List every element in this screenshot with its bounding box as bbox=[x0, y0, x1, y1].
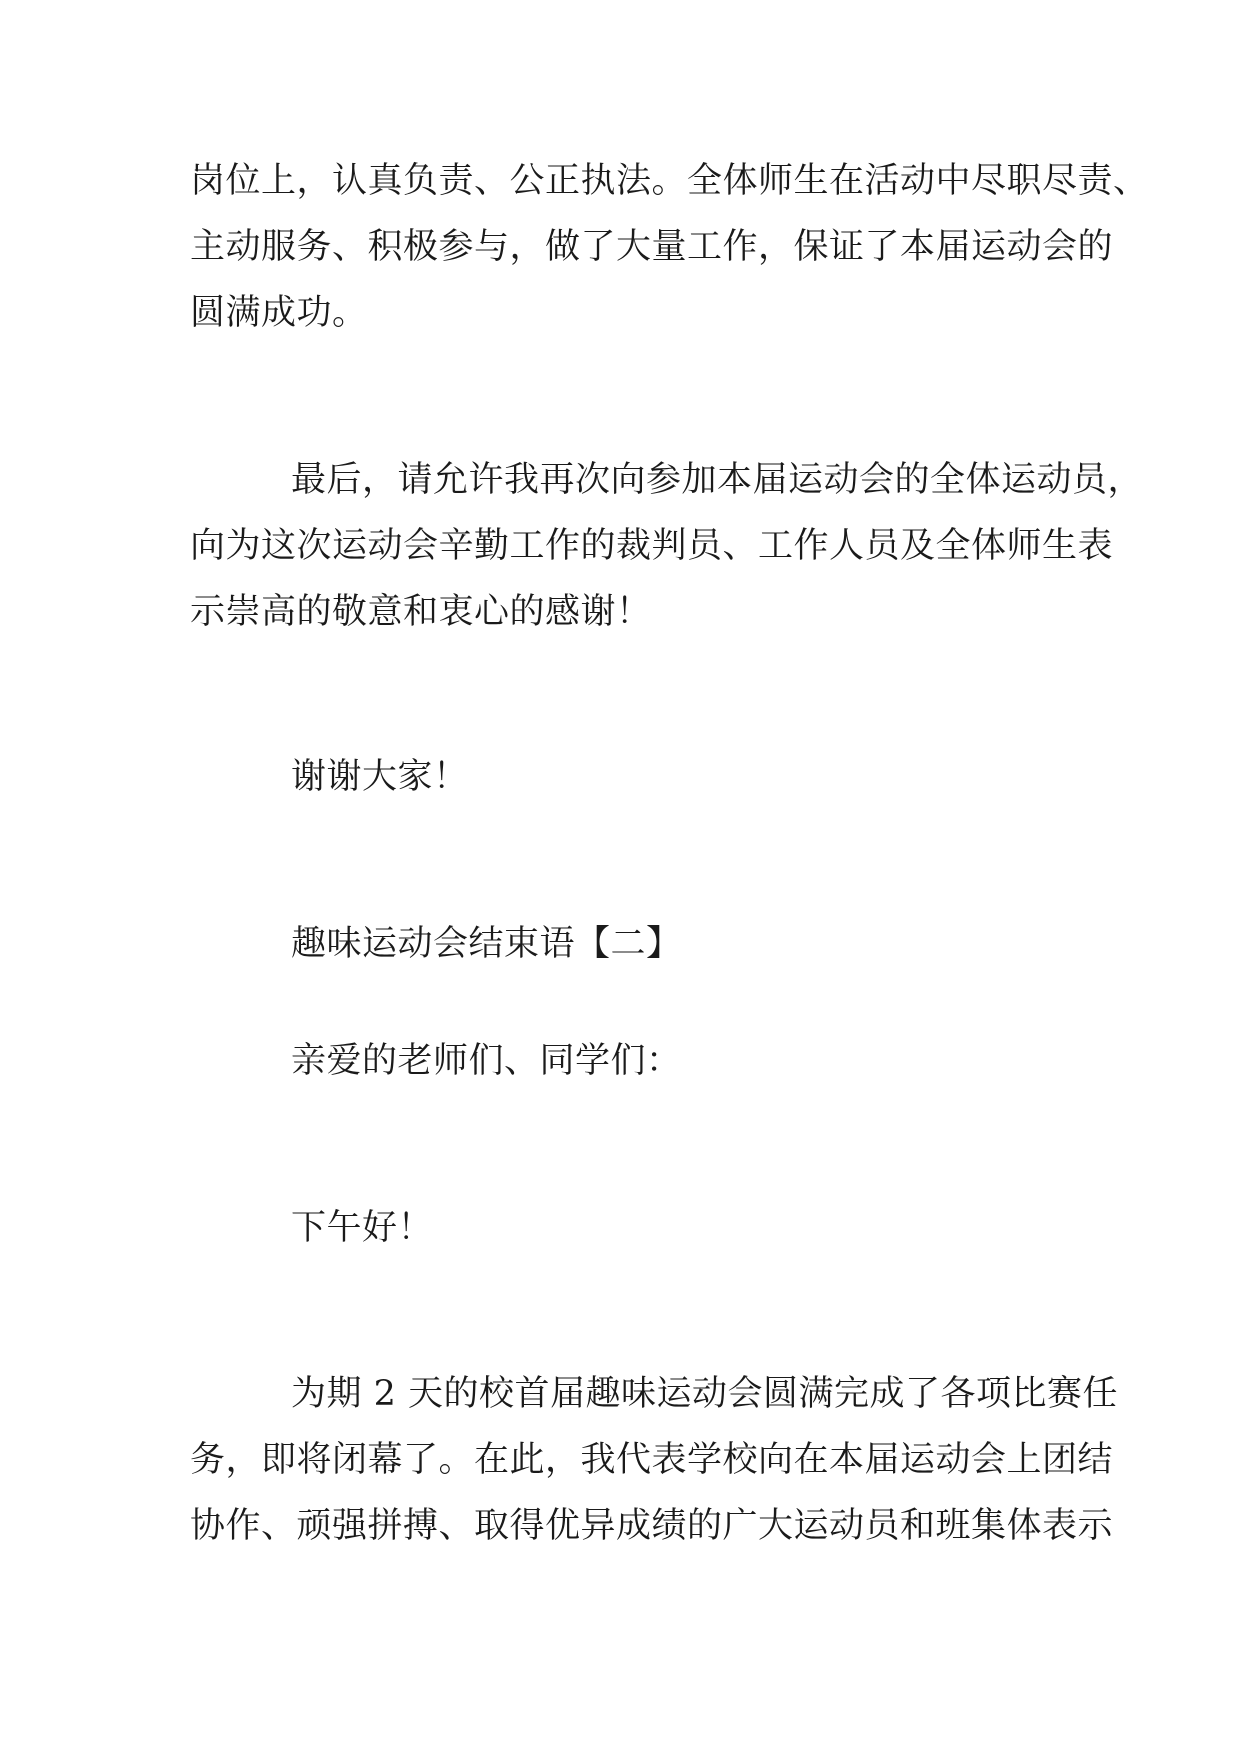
paragraph-line: 圆满成功。 bbox=[190, 293, 368, 333]
greeting: 下午好！ bbox=[291, 1208, 434, 1248]
paragraph-line: 最后，请允许我再次向参加本届运动会的全体运动员， bbox=[291, 460, 1144, 500]
paragraph-line: 务，即将闭幕了。在此，我代表学校向在本届运动会上团结 bbox=[190, 1440, 1114, 1480]
paragraph-line: 协作、顽强拼搏、取得优异成绩的广大运动员和班集体表示 bbox=[190, 1506, 1114, 1546]
paragraph-line: 岗位上，认真负责、公正执法。全体师生在活动中尽职尽责、 bbox=[190, 161, 1149, 201]
thanks-line: 谢谢大家！ bbox=[291, 757, 469, 797]
paragraph-line: 向为这次运动会辛勤工作的裁判员、工作人员及全体师生表 bbox=[190, 526, 1114, 566]
section-heading: 趣味运动会结束语【二】 bbox=[291, 924, 682, 964]
paragraph-line: 为期 2 天的校首届趣味运动会圆满完成了各项比赛任 bbox=[291, 1374, 1119, 1414]
paragraph-line: 示崇高的敬意和衷心的感谢！ bbox=[190, 592, 652, 632]
paragraph-line: 主动服务、积极参与，做了大量工作，保证了本届运动会的 bbox=[190, 227, 1114, 267]
salutation: 亲爱的老师们、同学们： bbox=[291, 1041, 682, 1081]
